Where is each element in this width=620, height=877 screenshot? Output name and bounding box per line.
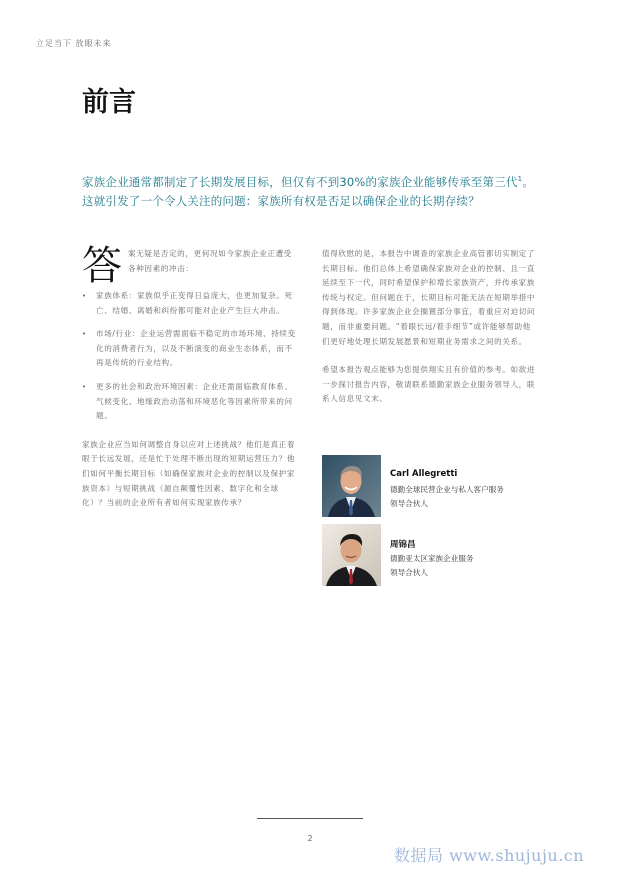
role-line: 领导合伙人 bbox=[390, 499, 428, 508]
role-line: 德勤全球民营企业与私人客户服务 bbox=[390, 485, 504, 494]
contact-paragraph: 希望本报告观点能够为您提供翔实且有价值的参考。如欲进一步探讨报告内容，敬请联系德勤家族企业服务领导人，联系人信息见文末。 bbox=[322, 365, 536, 404]
intro-text-part1: 家族企业通常都制定了长期发展目标，但仅有不到30%的家族企业能够传承至第三代 bbox=[82, 174, 518, 189]
footnote-marker[interactable]: 1 bbox=[517, 175, 523, 183]
running-header: 立足当下 放眼未来 bbox=[36, 39, 112, 48]
contact-name: Carl Allegretti bbox=[390, 469, 458, 479]
intro-paragraph bbox=[82, 170, 542, 211]
page-title: 前言 bbox=[82, 87, 136, 118]
drop-cap: 答 bbox=[82, 243, 123, 289]
lead-text: 案无疑是否定的，更何况如今家族企业正遭受各种因素的冲击： bbox=[128, 249, 292, 273]
page-number: 2 bbox=[307, 834, 313, 843]
portrait-photo bbox=[322, 455, 381, 517]
left-column bbox=[82, 243, 300, 511]
list-item: • 市场/行业：企业运营需面临不稳定的市场环境、持续变化的消费者行为，以及不断演变的商业生态体系，而不再是传统的行业结构。 bbox=[82, 327, 300, 371]
list-item: • 家族体系：家族似乎正变得日益庞大，也更加复杂。死亡、结婚、离婚和纠纷都可能对企业产生巨大冲击。 bbox=[82, 289, 300, 318]
list-item: • 更多的社会和政治环境因素：企业还需面临教育体系、气候变化、地缘政治动荡和环境恶化等因素所带来的问题。 bbox=[82, 380, 300, 424]
findings-paragraph: 值得欣慰的是，本报告中调查的家族企业高管都切实制定了长期目标。他们总体上希望确保家族对企业的控制、且一直延续至下一代，同时希望保护和增长家族资产，并传承家族传统与权定。但问题在于，长期目标可能无法在短期举措中得到体现。许多家族企业会搁置部分事宜，着重应对迫切问题，而非重要问题。“着眼长远/着手细节”或许能够帮助他们更好地处理长期发展愿景和短期业务需求之间的关系。 bbox=[322, 249, 536, 346]
contact-role bbox=[390, 483, 550, 511]
intro-text-part2: 。这就引发了一个令人关注的问题：家族所有权是否足以确保企业的长期存续？ bbox=[82, 174, 535, 208]
footer-divider bbox=[257, 818, 363, 819]
closing-paragraph: 家族企业应当如何调整自身以应对上述挑战？他们是真正着眼于长远发展，还是忙于处理不断出现的短期运营压力？他们如何平衡长期目标（如确保家族对企业的控制以及保护家族资本）与短期挑战（源自颠覆性因素、数字化和全球化）？当前的企业所有者如何实现家族传承？ bbox=[82, 439, 296, 508]
role-line: 领导合伙人 bbox=[390, 568, 428, 577]
role-line: 德勤亚太区家族企业服务 bbox=[390, 554, 474, 563]
lead-paragraph bbox=[82, 243, 300, 289]
contact-name: 周锦昌 bbox=[390, 540, 416, 550]
watermark: 数据局 www.shujuju.cn bbox=[394, 846, 585, 865]
right-column bbox=[322, 247, 538, 421]
contact-card bbox=[322, 524, 552, 586]
portrait-photo bbox=[322, 524, 381, 586]
contact-card bbox=[322, 455, 552, 517]
factor-list bbox=[82, 289, 300, 424]
contact-role bbox=[390, 552, 550, 580]
